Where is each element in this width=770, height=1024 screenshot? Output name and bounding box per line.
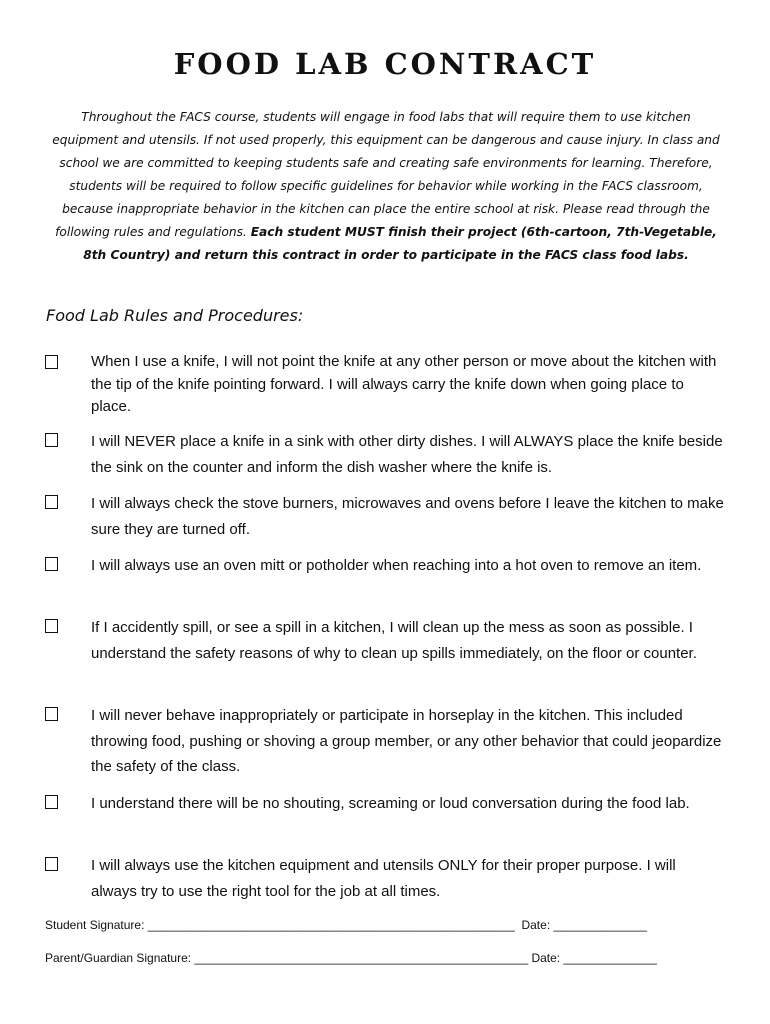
checkbox[interactable]	[45, 619, 58, 633]
checkbox[interactable]	[45, 857, 58, 871]
checkbox[interactable]	[45, 355, 58, 369]
rule-text: I will always use the kitchen equipment and utensils ONLY for their proper purpose. I will always try to use the right tool for the job at all times.	[91, 857, 676, 900]
checkbox[interactable]	[45, 495, 58, 509]
parent-signature-line[interactable]: Parent/Guardian Signature: __________________________________________________ Date: ______________	[45, 951, 657, 965]
rule-text: When I use a knife, I will not point the knife at any other person or move about the kitchen with the tip of the knife pointing forward. I will always carry the knife down when going place to place.	[91, 353, 717, 415]
rules-heading: Food Lab Rules and Procedures:	[46, 306, 304, 325]
document-title: FOOD LAB CONTRACT	[173, 47, 597, 81]
rule-text: I will always use an oven mitt or potholder when reaching into a hot oven to remove an item.	[91, 557, 702, 574]
checkbox[interactable]	[45, 557, 58, 571]
intro-paragraph	[48, 106, 724, 267]
rule-text: If I accidently spill, or see a spill in a kitchen, I will clean up the mess as soon as possible. I understand the safety reasons of why to clean up spills immediately, on the floor or counter.	[91, 619, 697, 662]
rule-text: I understand there will be no shouting, screaming or loud conversation during the food lab.	[91, 795, 690, 812]
intro-requirement: Each student MUST finish their project (6th-cartoon, 7th-Vegetable, 8th Country) and return this contract in order to participate in the FACS class food labs.	[83, 225, 717, 262]
checkbox[interactable]	[45, 707, 58, 721]
rule-text: I will never behave inappropriately or participate in horseplay in the kitchen. This included throwing food, pushing or shoving a group member, or any other behavior that could jeopardize the safety of the class.	[91, 707, 722, 775]
student-signature-line[interactable]: Student Signature: _______________________________________________________ Date: ______________	[45, 918, 647, 932]
rule-text: I will always check the stove burners, microwaves and ovens before I leave the kitchen to make sure they are turned off.	[91, 495, 724, 538]
intro-text: Throughout the FACS course, students will engage in food labs that will require them to use kitchen equipment and utensils. If not used properly, this equipment can be dangerous and cause injury. In class and school we are committed to keeping students safe and creating safe environments for learning. Therefore, students will be required to follow specific guidelines for behavior while working in the FACS classroom, because inappropriate behavior in the kitchen can place the entire school at risk. Please read through the following rules and regulations.	[52, 110, 720, 239]
checkbox[interactable]	[45, 795, 58, 809]
checkbox[interactable]	[45, 433, 58, 447]
rule-text: I will NEVER place a knife in a sink with other dirty dishes. I will ALWAYS place the knife beside the sink on the counter and inform the dish washer where the knife is.	[91, 433, 723, 476]
